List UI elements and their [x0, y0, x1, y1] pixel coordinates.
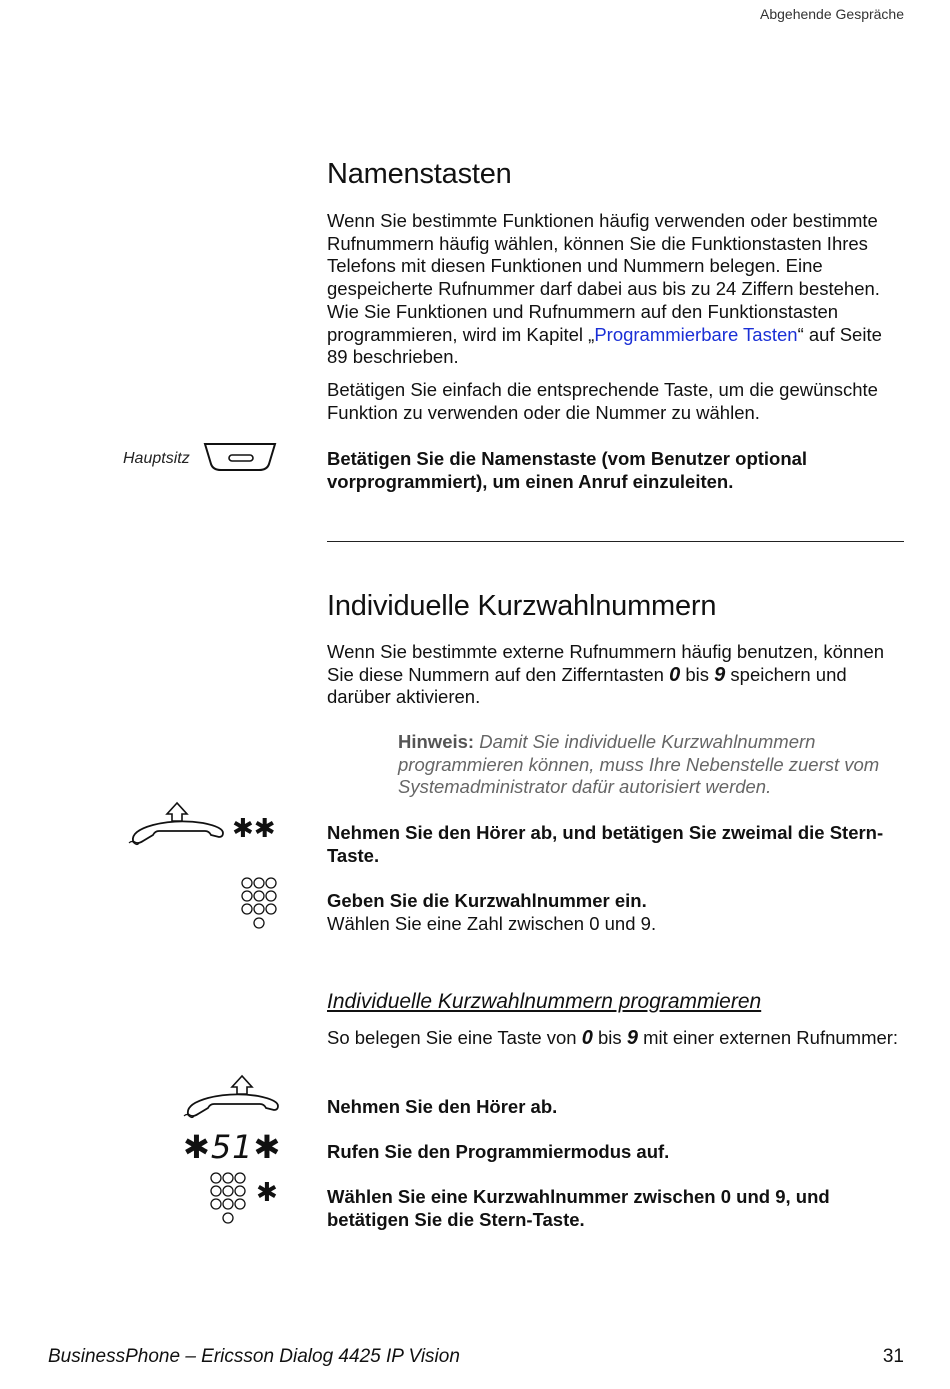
- handset-off-hook-icon: [180, 1074, 280, 1125]
- note-label: Hinweis:: [398, 731, 475, 752]
- keypad-icon: [209, 1172, 249, 1231]
- section3-step-1: Nehmen Sie den Hörer ab.: [327, 1096, 558, 1117]
- section1-body: [327, 210, 907, 369]
- section1-paragraph-1: [327, 210, 907, 369]
- section2-step-1: Nehmen Sie den Hörer ab, und betätigen Sie zweimal die Stern-Taste.: [327, 822, 884, 866]
- paragraph-text: Wenn Sie bestimmte externe Rufnummern häufig benutzen, können Sie diese Nummern auf den Zifferntasten: [327, 641, 885, 685]
- star-key-icon: ✱: [256, 1178, 278, 1208]
- digit-key-0: 0: [669, 663, 681, 686]
- paragraph-text: bis: [680, 663, 715, 685]
- link-programmierbare-tasten[interactable]: Programmierbare Tasten: [594, 323, 798, 345]
- section3-step-2: Rufen Sie den Programmiermodus auf.: [327, 1141, 670, 1162]
- section-divider: [327, 541, 904, 542]
- digit-key-9: 9: [626, 1027, 638, 1049]
- section1-step: Betätigen Sie die Namenstaste (vom Benutzer optional vorprogrammiert), um einen Anruf einzuleiten.: [327, 448, 808, 492]
- footer-product-name: BusinessPhone – Ericsson Dialog 4425 IP Vision: [48, 1346, 460, 1367]
- page-number: 31: [882, 1346, 904, 1367]
- section2-step-2: [327, 890, 907, 935]
- handset-off-hook-icon: [125, 801, 235, 852]
- paragraph-text: Wenn Sie bestimmte Funktionen häufig verwenden oder bestimmte Rufnummern häufig wählen, können Sie die Funktionstasten Ihres Telefons mit diesen Funktionen und Nummern belegen. Eine gespeicherte Rufnummer darf dabei aus bis zu 24 Ziffern bestehen. Wie Sie Funktionen und Rufnummern auf den Funktionstasten programmieren, wird im Kapitel „: [327, 210, 880, 345]
- section3-step-3: Wählen Sie eine Kurzwahlnummer zwischen 0 und 9, und betätigen Sie die Stern-Taste.: [327, 1186, 830, 1230]
- paragraph-text: speichern und darüber aktivieren.: [327, 663, 847, 708]
- step-detail: Wählen Sie eine Zahl zwischen 0 und 9.: [327, 912, 657, 934]
- star-key-twice-icon: ✱✱: [232, 814, 276, 844]
- digit-key-0: 0: [581, 1027, 593, 1049]
- name-key-label: Hauptsitz: [123, 450, 190, 467]
- paragraph-text: “ auf Seite 89 beschrieben.: [327, 323, 882, 368]
- paragraph-text: mit einer externen Rufnummer:: [637, 1027, 899, 1048]
- subsection-title: Individuelle Kurzwahlnummern programmieren: [327, 990, 762, 1013]
- name-key-icon: [203, 442, 277, 477]
- section3-paragraph: [327, 1027, 907, 1050]
- note-box: [398, 731, 908, 799]
- step-instruction: Geben Sie die Kurzwahlnummer ein.: [327, 890, 647, 911]
- paragraph-text: bis: [592, 1027, 627, 1048]
- section-title-namenstasten: Namenstasten: [327, 158, 512, 190]
- keypad-icon: [240, 877, 280, 936]
- running-header: Abgehende Gespräche: [760, 6, 904, 22]
- section-title-kurzwahl: Individuelle Kurzwahlnummern: [327, 590, 717, 622]
- section1-paragraph-2: Betätigen Sie einfach die entsprechende Taste, um die gewünschte Funktion zu verwenden oder die Nummer zu wählen.: [327, 379, 878, 423]
- digit-key-9: 9: [714, 663, 726, 686]
- note-text: Damit Sie individuelle Kurzwahlnummern programmieren können, muss Ihre Nebenstelle zuerst vom Systemadministrator dafür autorisiert werden.: [398, 731, 880, 798]
- section2-paragraph: [327, 641, 907, 709]
- program-mode-code-icon: ✱51✱: [183, 1128, 282, 1166]
- paragraph-text: So belegen Sie eine Taste von: [327, 1027, 582, 1048]
